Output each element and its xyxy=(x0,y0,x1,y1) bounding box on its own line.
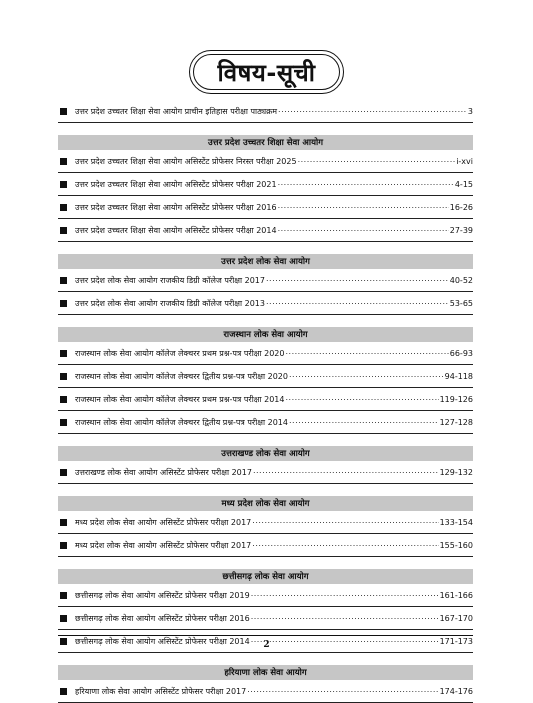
toc-entry-title: मध्य प्रदेश लोक सेवा आयोग असिस्टेंट प्रोफेसर परीक्षा 2017 xyxy=(75,517,252,527)
section-heading: उत्तर प्रदेश लोक सेवा आयोग xyxy=(58,254,473,269)
section-heading: छत्तीसगढ़ लोक सेवा आयोग xyxy=(58,569,473,584)
toc-entry-title: छत्तीसगढ़ लोक सेवा आयोग असिस्टेंट प्रोफेसर परीक्षा 2016 xyxy=(75,613,250,623)
toc-entry-pages: 129-132 xyxy=(439,467,473,477)
toc-entry-title: छत्तीसगढ़ लोक सेवा आयोग असिस्टेंट प्रोफेसर परीक्षा 2019 xyxy=(75,590,250,600)
toc-entry-title: उत्तर प्रदेश उच्चतर शिक्षा सेवा आयोग असिस्टेंट प्रोफेसर परीक्षा 2014 xyxy=(75,225,277,235)
toc-entry-title: उत्तर प्रदेश उच्चतर शिक्षा सेवा आयोग असिस्टेंट प्रोफेसर परीक्षा 2016 xyxy=(75,202,277,212)
toc-row[interactable] xyxy=(58,365,473,388)
section-heading: हरियाणा लोक सेवा आयोग xyxy=(58,665,473,680)
dot-leader xyxy=(278,225,449,235)
dot-leader xyxy=(251,590,439,600)
toc-row[interactable] xyxy=(58,388,473,411)
toc-row[interactable] xyxy=(58,511,473,534)
section-heading: मध्य प्रदेश लोक सेवा आयोग xyxy=(58,496,473,511)
bullet-icon xyxy=(60,158,67,165)
bullet-icon xyxy=(60,615,67,622)
bullet-icon xyxy=(60,181,67,188)
dot-leader xyxy=(266,275,449,285)
bullet-icon xyxy=(60,277,67,284)
dot-leader xyxy=(253,467,439,477)
bullet-icon xyxy=(60,350,67,357)
toc-row[interactable] xyxy=(58,411,473,434)
toc-row[interactable] xyxy=(58,150,473,173)
toc-row[interactable] xyxy=(58,269,473,292)
bullet-icon xyxy=(60,373,67,380)
toc-row[interactable] xyxy=(58,342,473,365)
page-title: विषय-सूची xyxy=(217,58,316,87)
section-heading: राजस्थान लोक सेवा आयोग xyxy=(58,327,473,342)
toc-entry-title: उत्तर प्रदेश उच्चतर शिक्षा सेवा आयोग असिस्टेंट प्रोफेसर निरस्त परीक्षा 2025 xyxy=(75,156,297,166)
toc-entry-pages: 4-15 xyxy=(454,179,473,189)
bullet-icon xyxy=(60,300,67,307)
toc-entry-title: राजस्थान लोक सेवा आयोग कॉलेज लेक्चरर द्वितीय प्रश्न-पत्र परीक्षा 2014 xyxy=(75,417,288,427)
toc-entry-pages: 94-118 xyxy=(444,371,473,381)
section-heading: उत्तराखण्ड लोक सेवा आयोग xyxy=(58,446,473,461)
toc-entry-pages: 53-65 xyxy=(449,298,473,308)
bullet-icon xyxy=(60,688,67,695)
footer-divider xyxy=(58,635,473,636)
toc-entry-pages: 171-173 xyxy=(439,636,473,646)
toc-entry-pages: 16-26 xyxy=(449,202,473,212)
toc-entry-pages: 27-39 xyxy=(449,225,473,235)
dot-leader xyxy=(278,106,467,116)
toc-row[interactable] xyxy=(58,534,473,557)
toc-entry-title: उत्तर प्रदेश लोक सेवा आयोग राजकीय डिग्री कॉलेज परीक्षा 2013 xyxy=(75,298,265,308)
toc-entry-title: उत्तर प्रदेश उच्चतर शिक्षा सेवा आयोग असिस्टेंट प्रोफेसर परीक्षा 2021 xyxy=(75,179,277,189)
toc-entry-title: हरियाणा लोक सेवा आयोग असिस्टेंट प्रोफेसर परीक्षा 2017 xyxy=(75,686,247,696)
table-of-contents xyxy=(58,100,473,703)
dot-leader xyxy=(289,371,444,381)
toc-entry-pages: 155-160 xyxy=(439,540,473,550)
toc-entry-pages: i-xvi xyxy=(456,156,473,166)
title-frame xyxy=(189,50,344,94)
dot-leader xyxy=(285,348,448,358)
toc-entry-pages: 119-126 xyxy=(439,394,473,404)
dot-leader xyxy=(298,156,456,166)
toc-entry-pages: 167-170 xyxy=(439,613,473,623)
section-heading: उत्तर प्रदेश उच्चतर शिक्षा सेवा आयोग xyxy=(58,135,473,150)
toc-entry-title: उत्तराखण्ड लोक सेवा आयोग असिस्टेंट प्रोफेसर परीक्षा 2017 xyxy=(75,467,252,477)
bullet-icon xyxy=(60,227,67,234)
bullet-icon xyxy=(60,396,67,403)
bullet-icon xyxy=(60,519,67,526)
toc-entry-title: राजस्थान लोक सेवा आयोग कॉलेज लेक्चरर प्रथम प्रश्न-पत्र परीक्षा 2014 xyxy=(75,394,285,404)
page-number: 2 xyxy=(263,640,270,650)
toc-row[interactable] xyxy=(58,584,473,607)
toc-entry-title: राजस्थान लोक सेवा आयोग कॉलेज लेक्चरर द्वितीय प्रश्न-पत्र परीक्षा 2020 xyxy=(75,371,288,381)
dot-leader xyxy=(266,298,449,308)
bullet-icon xyxy=(60,108,67,115)
toc-entry-pages: 3 xyxy=(467,106,473,116)
toc-entry-pages: 127-128 xyxy=(439,417,473,427)
toc-row[interactable] xyxy=(58,196,473,219)
bullet-icon xyxy=(60,542,67,549)
toc-entry-pages: 40-52 xyxy=(449,275,473,285)
toc-entry-title: छत्तीसगढ़ लोक सेवा आयोग असिस्टेंट प्रोफेसर परीक्षा 2014 xyxy=(75,636,250,646)
toc-row[interactable] xyxy=(58,461,473,484)
bullet-icon xyxy=(60,204,67,211)
dot-leader xyxy=(251,613,439,623)
bullet-icon xyxy=(60,419,67,426)
dot-leader xyxy=(252,517,438,527)
toc-row[interactable] xyxy=(58,100,473,123)
dot-leader xyxy=(285,394,438,404)
toc-entry-pages: 174-176 xyxy=(439,686,473,696)
title-area xyxy=(0,50,533,96)
bullet-icon xyxy=(60,469,67,476)
toc-entry-pages: 66-93 xyxy=(449,348,473,358)
toc-entry-title: राजस्थान लोक सेवा आयोग कॉलेज लेक्चरर प्रथम प्रश्न-पत्र परीक्षा 2020 xyxy=(75,348,285,358)
toc-row[interactable] xyxy=(58,292,473,315)
bullet-icon xyxy=(60,592,67,599)
toc-entry-pages: 161-166 xyxy=(439,590,473,600)
toc-row[interactable] xyxy=(58,219,473,242)
toc-row[interactable] xyxy=(58,680,473,703)
dot-leader xyxy=(278,202,449,212)
dot-leader xyxy=(289,417,439,427)
toc-entry-title: उत्तर प्रदेश उच्चतर शिक्षा सेवा आयोग प्राचीन इतिहास परीक्षा पाठ्यक्रम xyxy=(75,106,278,116)
dot-leader xyxy=(252,540,438,550)
toc-entry-title: उत्तर प्रदेश लोक सेवा आयोग राजकीय डिग्री कॉलेज परीक्षा 2017 xyxy=(75,275,265,285)
dot-leader xyxy=(278,179,454,189)
toc-entry-title: मध्य प्रदेश लोक सेवा आयोग असिस्टेंट प्रोफेसर परीक्षा 2017 xyxy=(75,540,252,550)
dot-leader xyxy=(247,686,438,696)
toc-row[interactable] xyxy=(58,607,473,630)
toc-entry-pages: 133-154 xyxy=(439,517,473,527)
toc-row[interactable] xyxy=(58,173,473,196)
